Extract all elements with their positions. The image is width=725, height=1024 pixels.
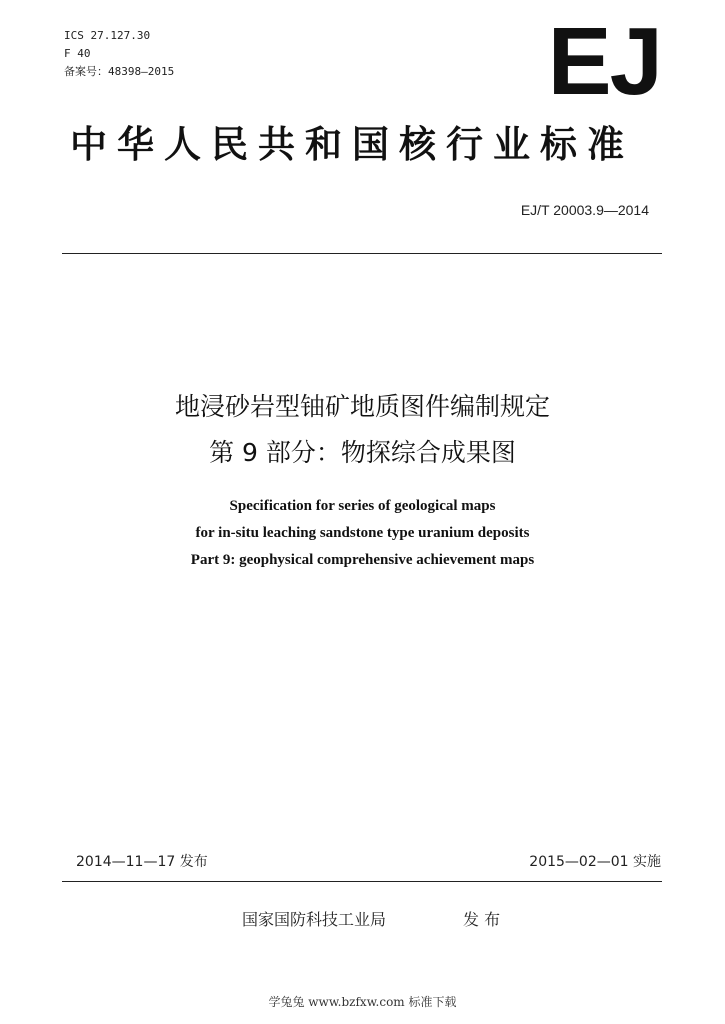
issue-action: 发 布 [463, 910, 501, 929]
english-title-line-3: Part 9: geophysical comprehensive achievement maps [190, 552, 535, 568]
bottom-divider [62, 881, 662, 882]
ej-logo: EJ [547, 8, 661, 115]
standard-code: EJ/T 20003.9—2014 [520, 202, 649, 218]
top-divider [62, 253, 662, 254]
watermark-footer: 学兔兔 www.bzfxw.com 标准下载 [268, 995, 457, 1009]
ccs-number: F 40 [64, 47, 91, 60]
chinese-title-line-1: 地浸砂岩型铀矿地质图件编制规定 [174, 392, 550, 421]
english-title-line-1: Specification for series of geological maps [229, 498, 496, 514]
issuing-authority: 国家国防科技工业局 [242, 910, 387, 929]
filing-number: 备案号：48398—2015 [64, 65, 175, 78]
issue-date: 2014—11—17 发布 [76, 854, 208, 870]
chinese-title-line-2: 第 9 部分：物探综合成果图 [209, 438, 516, 467]
english-title-line-2: for in-situ leaching sandstone type uranium deposits [195, 525, 530, 541]
ics-number: ICS 27.127.30 [64, 29, 151, 42]
effective-date: 2015—02—01 实施 [529, 854, 661, 870]
standard-title: 中华人民共和国核行业标准 [70, 123, 634, 166]
